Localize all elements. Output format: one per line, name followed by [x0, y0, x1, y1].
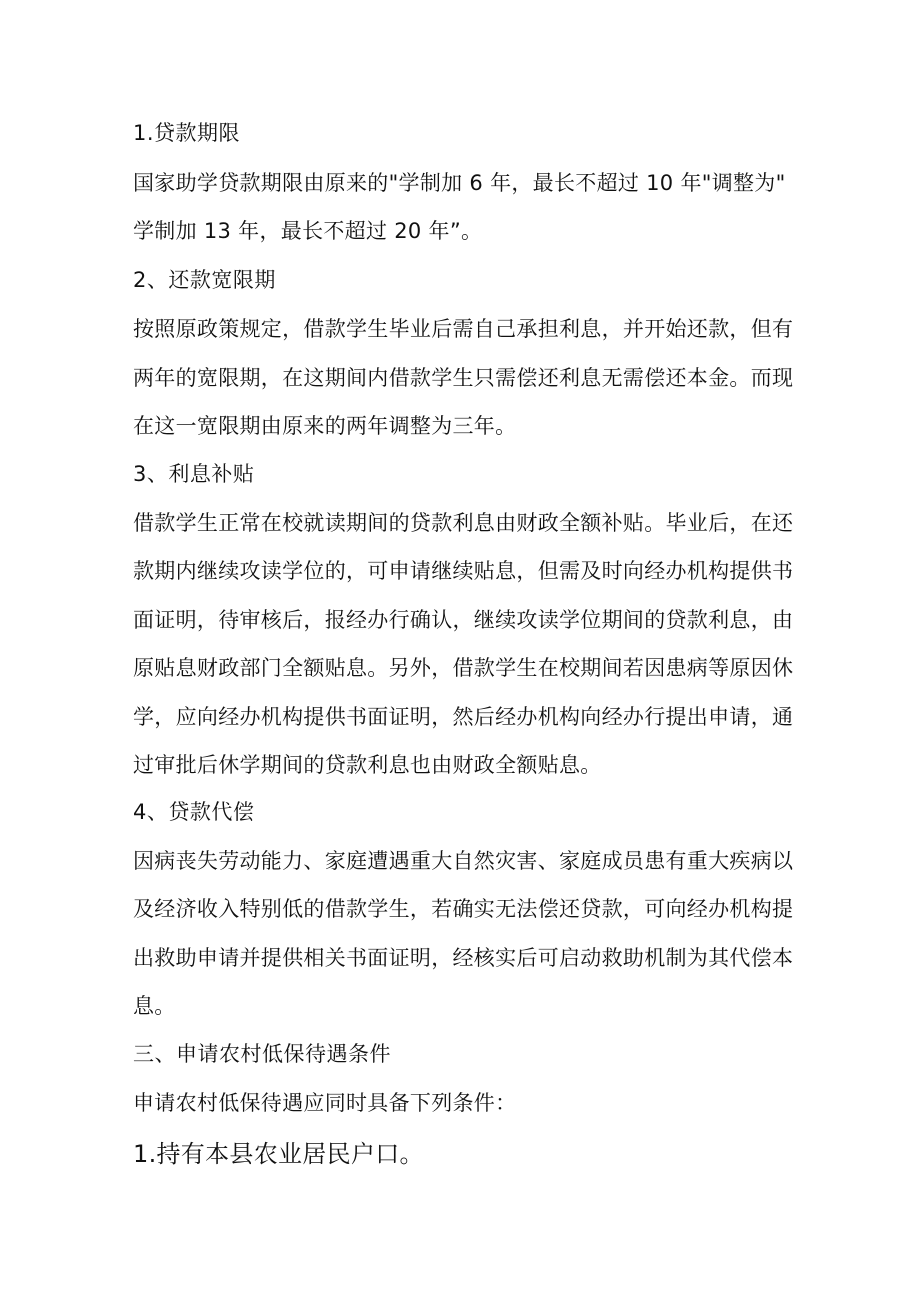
paragraph-line: 国家助学贷款期限由原来的"学制加 6 年，最长不超过 10 年"调整为" — [133, 171, 786, 195]
paragraph-line: 学制加 13 年，最长不超过 20 年”。 — [133, 219, 483, 243]
list-item-condition-1: 1.持有本县农业居民户口。 — [133, 1140, 424, 1168]
paragraph-line: 借款学生正常在校就读期间的贷款利息由财政全额补贴。毕业后，在还 — [133, 511, 794, 535]
paragraph-line: 及经济收入特别低的借款学生，若确实无法偿还贷款，可向经办机构提 — [133, 897, 794, 921]
paragraph-line: 按照原政策规定，借款学生毕业后需自己承担利息，并开始还款，但有 — [133, 317, 794, 341]
paragraph-line: 在这一宽限期由原来的两年调整为三年。 — [133, 414, 517, 438]
paragraph-line: 款期内继续攻读学位的，可申请继续贴息，但需及时向经办机构提供书 — [133, 559, 794, 583]
paragraph-line: 申请农村低保待遇应同时具备下列条件： — [133, 1091, 517, 1115]
paragraph-line: 两年的宽限期，在这期间内借款学生只需偿还利息无需偿还本金。而现 — [133, 366, 794, 390]
paragraph-line: 出救助申请并提供相关书面证明，经核实后可启动救助机制为其代偿本 — [133, 946, 794, 970]
paragraph-line: 因病丧失劳动能力、家庭遭遇重大自然灾害、家庭成员患有重大疾病以 — [133, 849, 794, 873]
paragraph-line: 息。 — [133, 994, 176, 1018]
paragraph-line: 面证明，待审核后，报经办行确认，继续攻读学位期间的贷款利息，由 — [133, 608, 794, 632]
section-heading-loan-term: 1.贷款期限 — [133, 121, 241, 145]
paragraph-line: 过审批后休学期间的贷款利息也由财政全额贴息。 — [133, 753, 602, 777]
section-heading-grace-period: 2、还款宽限期 — [133, 268, 276, 292]
section-heading-interest-subsidy: 3、利息补贴 — [133, 462, 255, 486]
paragraph-line: 原贴息财政部门全额贴息。另外，借款学生在校期间若因患病等原因休 — [133, 656, 794, 680]
section-heading-loan-compensation: 4、贷款代偿 — [133, 800, 255, 824]
section-heading-rural-subsistence: 三、申请农村低保待遇条件 — [133, 1042, 391, 1066]
paragraph-line: 学，应向经办机构提供书面证明，然后经办机构向经办行提出申请，通 — [133, 705, 794, 729]
